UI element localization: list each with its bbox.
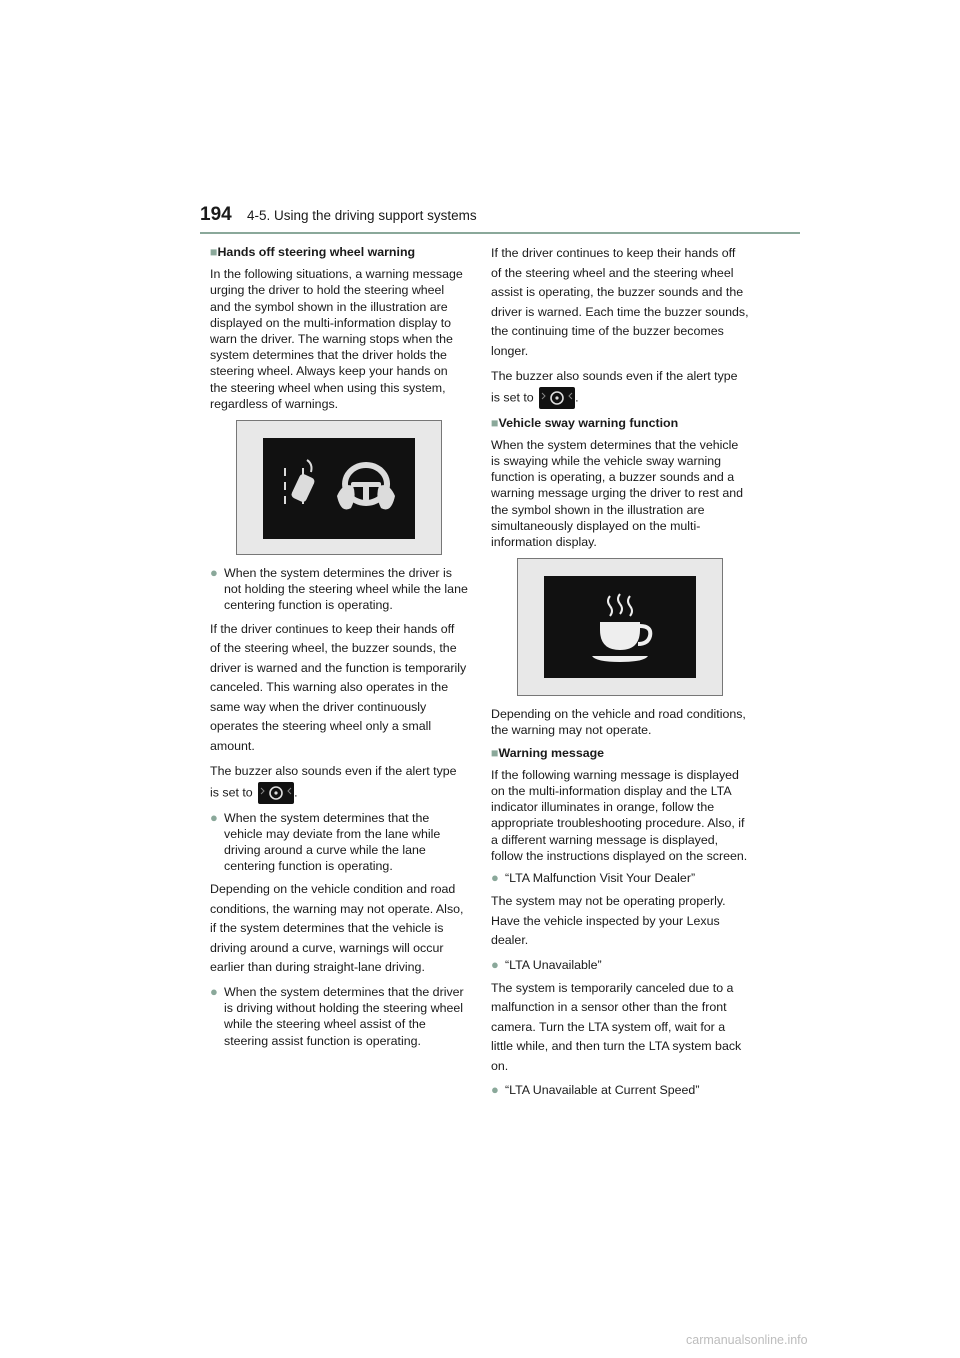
heading-warning-message: ■Warning message: [491, 745, 605, 760]
page-number: 194: [200, 204, 232, 225]
paragraph-alert-type: The buzzer also sounds even if the alert type is set to .: [210, 762, 468, 804]
bullet-item: ● When the system determines the driver is not holding the steering wheel while the lane centering function is operating.: [210, 565, 468, 613]
display-screen: [544, 576, 696, 678]
paragraph: If the following warning message is displayed on the multi-information display and the LTA indicator illuminates in orange, follow the appropriate troubleshooting procedure. Also, if a different warning message is displayed, follow the instructions displayed on the screen.: [491, 767, 748, 863]
paragraph-alert-type: The buzzer also sounds even if the alert type is set to .: [491, 367, 749, 409]
coffee-cup-icon: [544, 576, 696, 678]
paragraph: Depending on the vehicle condition and road conditions, the warning may not operate. Also, if the system determines that the vehicle is driving around a curve, warnings will occur earlier than during straight-lane driving.: [210, 882, 464, 975]
paragraph: The system may not be operating properly. Have the vehicle inspected by your Lexus dealer.: [491, 894, 726, 948]
display-screen: [263, 438, 415, 539]
section-title: 4-5. Using the driving support systems: [247, 208, 477, 223]
paragraph: When the system determines that the vehicle is swaying while the vehicle sway warning function is operating, a buzzer sounds and a warning message urging the driver to rest and the symbol shown in the illustration are simultaneously displayed on the multi-information display.: [491, 437, 744, 549]
alert-steering-icon: [258, 782, 294, 804]
bullet-dot-icon: ●: [491, 956, 499, 972]
hands-off-symbol-icon: [263, 438, 415, 539]
alert-steering-icon: [539, 387, 575, 409]
bullet-item: ● “LTA Unavailable”: [491, 956, 602, 972]
left-column: [210, 244, 468, 1055]
paragraph: Depending on the vehicle and road conditions, the warning may not operate.: [491, 707, 746, 738]
bullet-item: ● “LTA Unavailable at Current Speed”: [491, 1082, 700, 1098]
bullet-dot-icon: ●: [491, 869, 499, 885]
bullet-item: ● “LTA Malfunction Visit Your Dealer”: [491, 869, 696, 885]
bullet-item: ● When the system determines that the driver is driving without holding the steering wheel while the steering wheel assist of the steering assist function is operating.: [210, 983, 464, 1048]
heading-hands-off: ■Hands off steering wheel warning: [210, 245, 416, 259]
bullet-item: ● When the system determines that the vehicle may deviate from the lane while driving around a curve while the lane centering function is operating.: [210, 809, 441, 874]
lane-hands-off-icon: [285, 460, 314, 504]
square-marker-icon: ■: [491, 745, 499, 760]
watermark: carmanualsonline.info: [686, 1333, 808, 1347]
paragraph: If the driver continues to keep their hands off of the steering wheel, the buzzer sounds, the driver is warned and the function is temporarily canceled. This warning also operates in the same way when the driver continuously operates the steering wheel only a small amount.: [210, 621, 467, 753]
bullet-dot-icon: ●: [491, 1082, 499, 1098]
square-marker-icon: ■: [210, 245, 218, 259]
bullet-dot-icon: ●: [210, 565, 218, 581]
heading-vehicle-sway: ■Vehicle sway warning function: [491, 415, 679, 430]
paragraph: If the driver continues to keep their hands off of the steering wheel and the steering wheel assist is operating, the buzzer sounds and the driver is warned. Each time the buzzer sounds, the continuing time of the buzzer becomes longer.: [491, 246, 749, 358]
figure-hands-off-display: [236, 420, 442, 555]
paragraph: In the following situations, a warning message urging the driver to hold the steering wheel and the symbol shown in the illustration are displayed on the multi-information display to warn the driver. The warning stops when the system determines that the driver holds the steering wheel. Always keep your hands on the steering wheel when using this system, regardless of warnings.: [210, 267, 463, 411]
right-column: [491, 244, 749, 1105]
square-marker-icon: ■: [491, 415, 499, 430]
figure-coffee-cup-display: [517, 558, 723, 696]
bullet-dot-icon: ●: [210, 983, 218, 999]
bullet-dot-icon: ●: [210, 809, 218, 825]
header-rule: [200, 232, 800, 234]
paragraph: The system is temporarily canceled due to a malfunction in a sensor other than the front camera. Turn the LTA system off, wait for a little while, and then turn the LTA system back on.: [491, 980, 742, 1073]
steering-wheel-hands-icon: [337, 462, 395, 510]
